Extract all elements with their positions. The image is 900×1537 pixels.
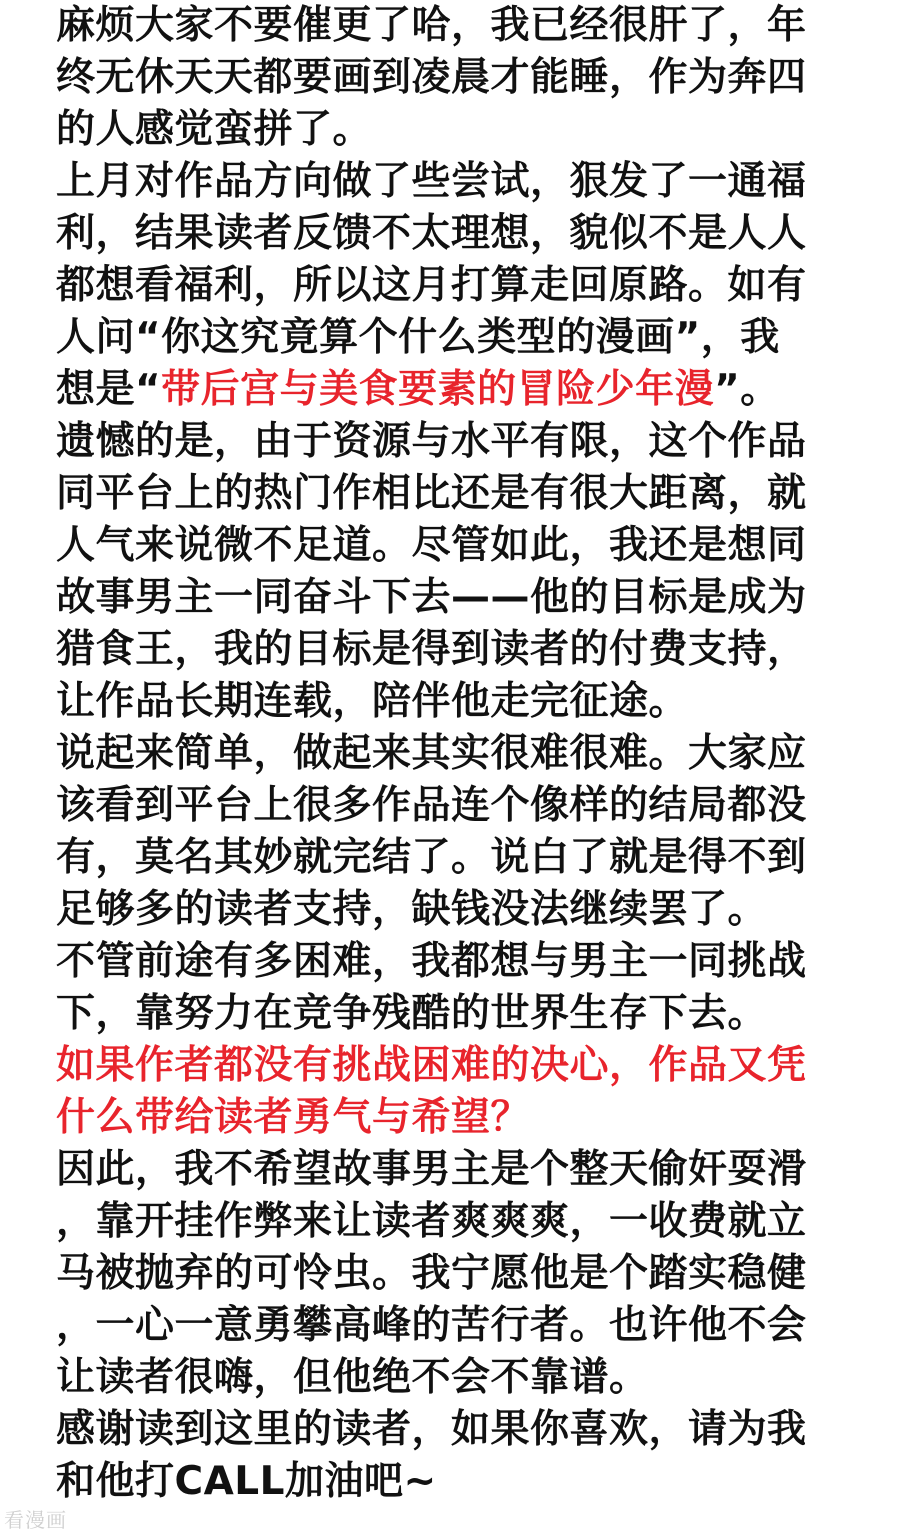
text-line: 同平台上的热门作相比还是有很大距离，就 xyxy=(56,471,807,516)
genre-prefix: 想是“ xyxy=(56,367,162,412)
text-line: 利，结果读者反馈不太理想，貌似不是人人 xyxy=(56,211,807,256)
text-line: 马被抛弃的可怜虫。我宁愿他是个踏实稳健 xyxy=(56,1251,807,1296)
emphasis-line: 如果作者都没有挑战困难的决心，作品又凭 xyxy=(56,1043,807,1088)
text-line: 上月对作品方向做了些尝试，狠发了一通福 xyxy=(56,159,807,204)
text-line: 该看到平台上很多作品连个像样的结局都没 xyxy=(56,783,807,828)
text-line: 终无休天天都要画到凌晨才能睡，作为奔四 xyxy=(56,55,807,100)
text-line: 人气来说微不足道。尽管如此，我还是想同 xyxy=(56,523,807,568)
text-line: 和他打CALL加油吧~ xyxy=(56,1459,437,1504)
text-line: 都想看福利，所以这月打算走回原路。如有 xyxy=(56,263,807,308)
text-line: 猎食王，我的目标是得到读者的付费支持， xyxy=(56,627,807,672)
text-line: 人问“你这究竟算个什么类型的漫画”，我 xyxy=(56,315,780,360)
text-line: 有，莫名其妙就完结了。说白了就是得不到 xyxy=(56,835,807,880)
text-line: 因此，我不希望故事男主是个整天偷奸耍滑 xyxy=(56,1147,807,1192)
text-line: 下，靠努力在竞争残酷的世界生存下去。 xyxy=(56,991,768,1036)
text-line: 遗憾的是，由于资源与水平有限，这个作品 xyxy=(56,419,807,464)
text-line: 感谢读到这里的读者，如果你喜欢，请为我 xyxy=(56,1407,807,1452)
watermark: 看漫画 xyxy=(4,1508,67,1532)
text-line: 足够多的读者支持，缺钱没法继续罢了。 xyxy=(56,887,768,932)
text-line-genre xyxy=(56,364,846,416)
text-line: 让作品长期连载，陪伴他走完征途。 xyxy=(56,679,689,724)
text-line: 不管前途有多困难，我都想与男主一同挑战 xyxy=(56,939,807,984)
text-line: 的人感觉蛮拼了。 xyxy=(56,107,373,152)
text-line: ，一心一意勇攀高峰的苦行者。也许他不会 xyxy=(56,1303,807,1348)
text-line: 麻烦大家不要催更了哈，我已经很肝了，年 xyxy=(56,3,807,48)
text-line: 说起来简单，做起来其实很难很难。大家应 xyxy=(56,731,807,776)
text-line: 让读者很嗨，但他绝不会不靠谱。 xyxy=(56,1355,649,1400)
genre-highlight: 带后宫与美食要素的冒险少年漫 xyxy=(161,367,715,412)
text-line: ，靠开挂作弊来让读者爽爽爽，一收费就立 xyxy=(56,1199,807,1244)
author-note-body xyxy=(56,0,846,1508)
emphasis-line: 什么带给读者勇气与希望？ xyxy=(56,1095,531,1140)
text-line: 故事男主一同奋斗下去——他的目标是成为 xyxy=(56,575,807,620)
genre-suffix: ”。 xyxy=(714,367,780,412)
